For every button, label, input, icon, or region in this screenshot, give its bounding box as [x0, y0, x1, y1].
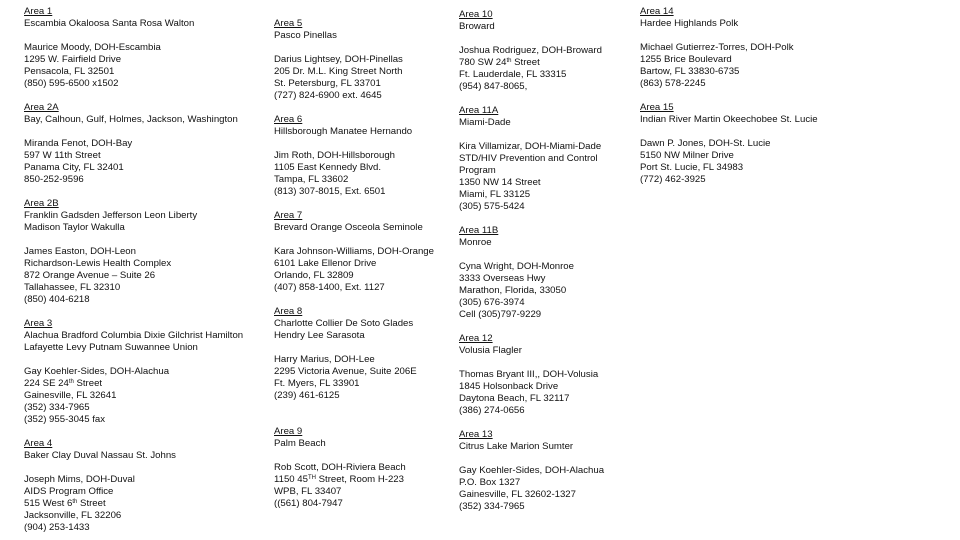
- area-title: Area 9: [274, 426, 303, 437]
- area-9-block: [274, 426, 454, 510]
- area-counties: Hardee Highlands Polk: [640, 18, 739, 29]
- contact-info: Jim Roth, DOH-Hillsborough 1105 East Kennedy Blvd. Tampa, FL 33602 (813) 307-8015, Ext. 6501: [274, 150, 396, 197]
- area-7-block: [274, 210, 454, 294]
- contact-info: Cyna Wright, DOH-Monroe 3333 Overseas Hwy Marathon, Florida, 33050 (305) 676-3974 Cell (305)797-9229: [459, 261, 574, 320]
- contact-info: Joseph Mims, DOH-Duval AIDS Program Office 515 West 6th Street Jacksonville, FL 32206 (904) 253-1433: [24, 474, 135, 533]
- contact-info: Maurice Moody, DOH-Escambia 1295 W. Fairfield Drive Pensacola, FL 32501 (850) 595-6500 x1502: [24, 42, 161, 89]
- area-title: Area 14: [640, 6, 674, 17]
- area-10-block: [459, 9, 634, 93]
- area-title: Area 11B: [459, 225, 499, 236]
- contact-info: James Easton, DOH-Leon Richardson-Lewis Health Complex 872 Orange Avenue – Suite 26 Tallahassee, FL 32310 (850) 404-6218: [24, 246, 172, 305]
- contact-info: Darius Lightsey, DOH-Pinellas 205 Dr. M.L. King Street North St. Petersburg, FL 33701 (727) 824-6900 ext. 4645: [274, 54, 403, 101]
- contact-info: Joshua Rodriguez, DOH-Broward 780 SW 24th Street Ft. Lauderdale, FL 33315 (954) 847-8065,: [459, 45, 602, 92]
- area-14-block: [640, 6, 840, 90]
- area-counties: Hillsborough Manatee Hernando: [274, 126, 413, 137]
- area-5-block: [274, 18, 454, 102]
- area-8-block: [274, 306, 454, 402]
- contact-info: Miranda Fenot, DOH-Bay 597 W 11th Street Panama City, FL 32401 850-252-9596: [24, 138, 133, 185]
- area-2a-block: [24, 102, 264, 186]
- area-title: Area 11A: [459, 105, 499, 116]
- area-title: Area 5: [274, 18, 303, 29]
- area-title: Area 4: [24, 438, 53, 449]
- area-title: Area 10: [459, 9, 493, 20]
- area-11b-block: [459, 225, 634, 321]
- area-title: Area 15: [640, 102, 674, 113]
- contact-info: Kira Villamizar, DOH-Miami-Dade STD/HIV Prevention and Control Program 1350 NW 14 Street Miami, FL 33125 (305) 575-5424: [459, 141, 602, 212]
- area-counties: Brevard Orange Osceola Seminole: [274, 222, 423, 233]
- contact-info: Rob Scott, DOH-Riviera Beach 1150 45TH Street, Room H-223 WPB, FL 33407 ((561) 804-7947: [274, 462, 406, 509]
- area-title: Area 2B: [24, 198, 59, 209]
- area-counties: Palm Beach: [274, 438, 326, 449]
- area-2b-block: [24, 198, 264, 306]
- area-1-block: [24, 6, 264, 90]
- area-13-block: [459, 429, 634, 513]
- area-counties: Escambia Okaloosa Santa Rosa Walton: [24, 18, 195, 29]
- area-counties: Baker Clay Duval Nassau St. Johns: [24, 450, 176, 461]
- contact-info: Thomas Bryant III,, DOH-Volusia 1845 Holsonback Drive Daytona Beach, FL 32117 (386) 274-0656: [459, 369, 599, 416]
- area-counties: Charlotte Collier De Soto Glades Hendry Lee Sarasota: [274, 318, 414, 341]
- area-counties: Volusia Flagler: [459, 345, 522, 356]
- area-11a-block: [459, 105, 634, 213]
- area-counties: Alachua Bradford Columbia Dixie Gilchrist Hamilton Lafayette Levy Putnam Suwannee Union: [24, 330, 244, 353]
- area-title: Area 1: [24, 6, 53, 17]
- area-counties: Citrus Lake Marion Sumter: [459, 441, 574, 452]
- area-title: Area 7: [274, 210, 303, 221]
- area-3-block: [24, 318, 264, 426]
- area-title: Area 3: [24, 318, 53, 329]
- area-counties: Indian River Martin Okeechobee St. Lucie: [640, 114, 818, 125]
- area-counties: Monroe: [459, 237, 492, 248]
- contact-info: Harry Marius, DOH-Lee 2295 Victoria Avenue, Suite 206E Ft. Myers, FL 33901 (239) 461-6125: [274, 354, 417, 401]
- contact-info: Gay Koehler-Sides, DOH-Alachua P.O. Box 1327 Gainesville, FL 32602-1327 (352) 334-7965: [459, 465, 605, 512]
- contact-info: Michael Gutierrez-Torres, DOH-Polk 1255 Brice Boulevard Bartow, FL 33830-6735 (863) 578-2245: [640, 42, 794, 89]
- area-title: Area 12: [459, 333, 493, 344]
- area-counties: Bay, Calhoun, Gulf, Holmes, Jackson, Washington: [24, 114, 238, 125]
- contact-info: Gay Koehler-Sides, DOH-Alachua 224 SE 24th Street Gainesville, FL 32641 (352) 334-7965 (352) 955-3045 fax: [24, 366, 170, 425]
- area-counties: Franklin Gadsden Jefferson Leon Liberty Madison Taylor Wakulla: [24, 210, 198, 233]
- area-15-block: [640, 102, 840, 186]
- area-title: Area 2A: [24, 102, 59, 113]
- area-title: Area 8: [274, 306, 303, 317]
- contact-info: Kara Johnson-Williams, DOH-Orange 6101 Lake Ellenor Drive Orlando, FL 32809 (407) 858-1400, Ext. 1127: [274, 246, 434, 293]
- contact-info: Dawn P. Jones, DOH-St. Lucie 5150 NW Milner Drive Port St. Lucie, FL 34983 (772) 462-3925: [640, 138, 771, 185]
- area-4-block: [24, 438, 264, 534]
- area-title: Area 6: [274, 114, 303, 125]
- area-title: Area 13: [459, 429, 493, 440]
- area-6-block: [274, 114, 454, 198]
- area-counties: Pasco Pinellas: [274, 30, 337, 41]
- area-12-block: [459, 333, 634, 417]
- area-counties: Broward: [459, 21, 495, 32]
- area-counties: Miami-Dade: [459, 117, 511, 128]
